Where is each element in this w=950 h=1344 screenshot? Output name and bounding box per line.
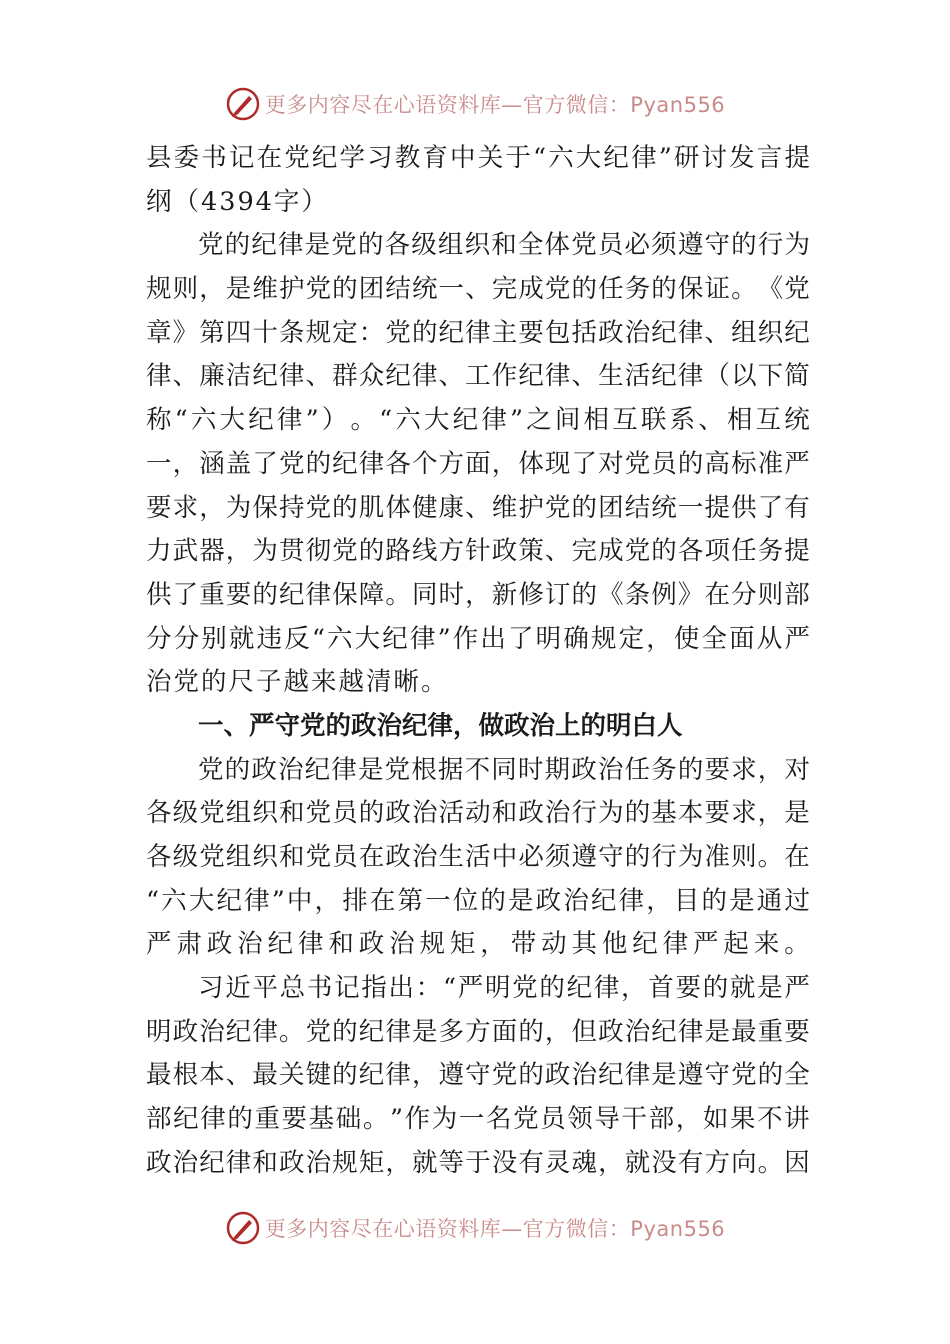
paragraph-line: 要 求 ， 为 保 持 党 的 肌 体 健 康 、 维 护 党 的 团 结 统 一 提 供 了 有 (146, 492, 810, 523)
paragraph-line: “ 六 大 纪 律 ” 中 ， 排 在 第 一 位 的 是 政 治 纪 律 ， 目 的 是 通 过 (146, 885, 810, 916)
paragraph-line: 政 治 纪 律 和 政 治 规 矩 ， 就 等 于 没 有 灵 魂 ， 就 没 有 方 向 。 因 (146, 1147, 810, 1178)
paragraph-line: 部 纪 律 的 重 要 基 础 。 ” 作 为 一 名 党 员 领 导 干 部 ， 如 果 不 讲 (146, 1104, 810, 1135)
paragraph-line: 各 级 党 组 织 和 党 员 的 政 治 活 动 和 政 治 行 为 的 基 本 要 求 ， 是 (146, 798, 810, 829)
paragraph-line: 分 分 别 就 违 反 “ 六 大 纪 律 ” 作 出 了 明 确 规 定 ， 使 全 面 从 严 (146, 623, 810, 654)
banner-text: 更多内容尽在心语资料库—官方微信：Pyan556 (264, 1217, 726, 1241)
section-heading: 一、严守党的政治纪律，做政治上的明白人 (198, 710, 683, 741)
paragraph-line: 各 级 党 组 织 和 党 员 在 政 治 生 活 中 必 须 遵 守 的 行 为 准 则 。 在 (146, 842, 810, 872)
paragraph-line: 供 了 重 要 的 纪 律 保 障 。 同 时 ， 新 修 订 的 《 条 例 》 在 分 则 部 (146, 579, 810, 610)
paragraph-line: 习 近 平 总 书 记 指 出 ： “ 严 明 党 的 纪 律 ， 首 要 的 就 是 严 (198, 973, 810, 1004)
pen-circle-icon (225, 1210, 261, 1246)
document-title-line: 纲（4394字） (146, 186, 329, 217)
paragraph-line: 严 肃 政 治 纪 律 和 政 治 规 矩 ， 带 动 其 他 纪 律 严 起 来 。 (146, 929, 810, 960)
paragraph-line: 称 “ 六 大 纪 律 ” ） 。 “ 六 大 纪 律 ” 之 间 相 互 联 系 、 相 互 统 (146, 405, 810, 436)
banner-text: 更多内容尽在心语资料库—官方微信：Pyan556 (264, 93, 726, 117)
paragraph-line: 党 的 政 治 纪 律 是 党 根 据 不 同 时 期 政 治 任 务 的 要 求 ， 对 (198, 754, 810, 785)
footer-banner (0, 1210, 950, 1246)
paragraph-line: 章 》 第 四 十 条 规 定 ： 党 的 纪 律 主 要 包 括 政 治 纪 律 、 组 织 纪 (146, 317, 810, 348)
paragraph-line: 一 ， 涵 盖 了 党 的 纪 律 各 个 方 面 ， 体 现 了 对 党 员 的 高 标 准 严 (146, 448, 810, 479)
document-body (146, 137, 810, 1186)
paragraph-line: 规 则 ， 是 维 护 党 的 团 结 统 一 、 完 成 党 的 任 务 的 保 证 。 《 党 (146, 274, 810, 305)
paragraph-line: 党 的 纪 律 是 党 的 各 级 组 织 和 全 体 党 员 必 须 遵 守 的 行 为 (198, 230, 810, 261)
paragraph-line: 最 根 本 、 最 关 键 的 纪 律 ， 遵 守 党 的 政 治 纪 律 是 遵 守 党 的 全 (146, 1060, 810, 1091)
pen-circle-icon (225, 86, 261, 122)
paragraph-line: 明 政 治 纪 律 。 党 的 纪 律 是 多 方 面 的 ， 但 政 治 纪 律 是 最 重 要 (146, 1016, 810, 1047)
document-title-line: 县 委 书 记 在 党 纪 学 习 教 育 中 关 于 “ 六 大 纪 律 ” 研 讨 发 言 提 (146, 143, 810, 173)
paragraph-line: 力 武 器 ， 为 贯 彻 党 的 路 线 方 针 政 策 、 完 成 党 的 各 项 任 务 提 (146, 536, 810, 567)
paragraph-line: 治党的尺子越来越清晰。 (146, 667, 449, 698)
header-banner (0, 86, 950, 122)
paragraph-line: 律 、 廉 洁 纪 律 、 群 众 纪 律 、 工 作 纪 律 、 生 活 纪 律 （ 以 下 简 (146, 361, 810, 392)
